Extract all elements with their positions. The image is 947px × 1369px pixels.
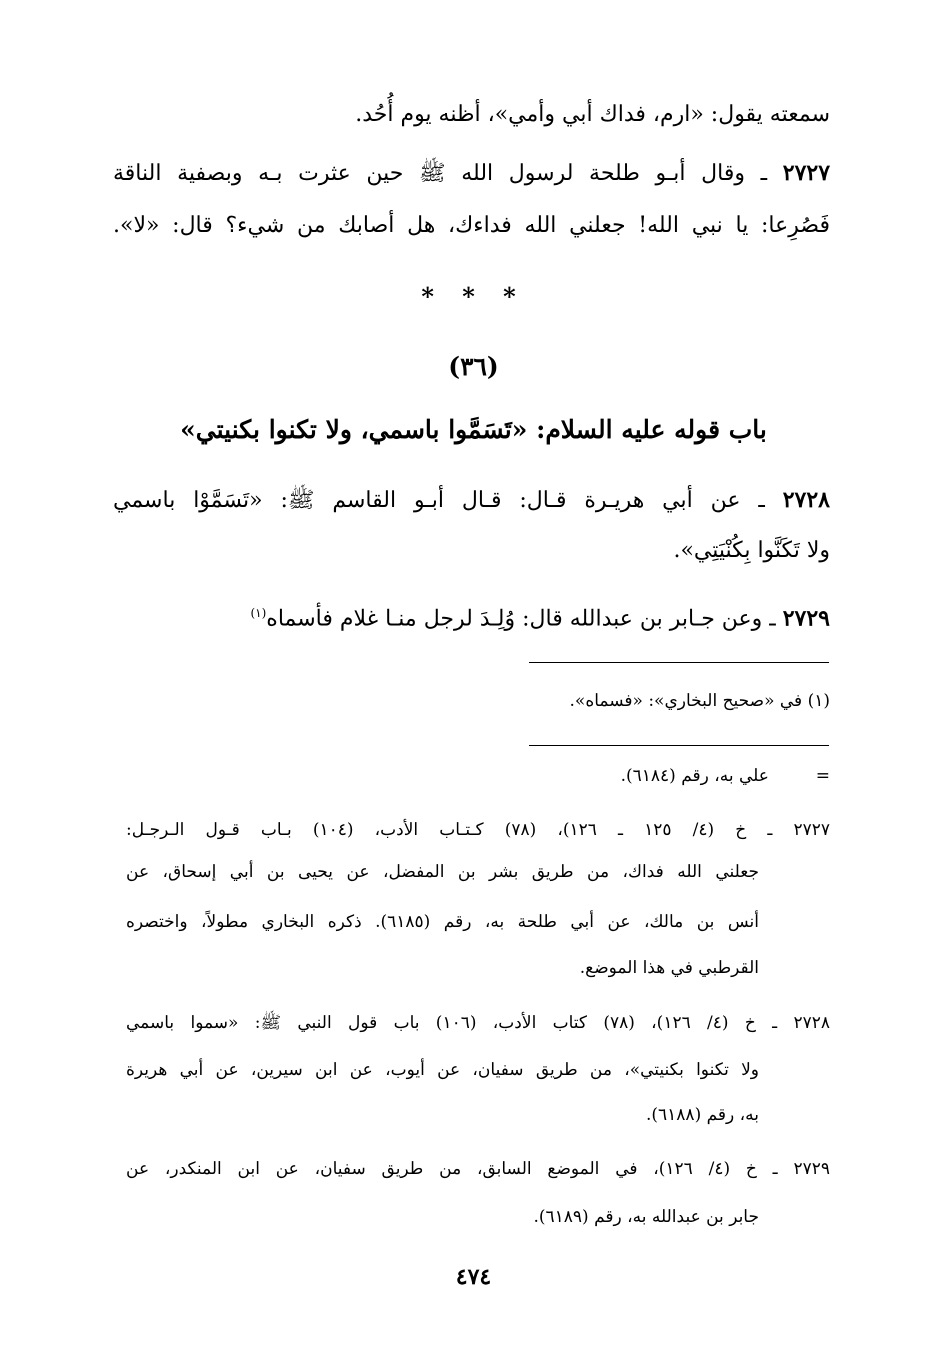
takhrij-divider bbox=[529, 745, 829, 746]
hadith-2728-line-1 bbox=[113, 485, 830, 516]
section-separator-stars: * * * bbox=[421, 282, 526, 311]
takhrij-2729-line-2: جابر بن عبدالله به، رقم (٦١٨٩). bbox=[533, 1207, 759, 1227]
hadith-number-2729: ٢٧٢٩ bbox=[782, 605, 830, 632]
hadith-2728-line-2: ولا تَكَنَّوا بِكُنْيَتِي». bbox=[673, 538, 830, 563]
takhrij-2727-line-4: القرطبي في هذا الموضع. bbox=[579, 958, 759, 978]
page-number: ٤٧٤ bbox=[455, 1264, 492, 1290]
hadith-number-2727: ٢٧٢٧ bbox=[782, 160, 831, 186]
footnote-reference: (١) bbox=[250, 606, 267, 620]
continuation-text: علي به، رقم (٦١٨٤). bbox=[620, 766, 769, 786]
hadith-2729-text-1: ـ وعن جـابر بن عبدالله قال: وُلِـدَ لرجل منـا غلام فأسماه bbox=[266, 606, 776, 632]
hadith-2727-text-1: ـ وقال أبـو طلحة لرسول الله ﷺ حين عثرت بـه وبصفية الناقة bbox=[113, 161, 768, 186]
takhrij-2727-line-2: جعلني الله فداك، من طريق بشر بن المفضل، عن يحيى بن أبي إسحاق، عن bbox=[126, 862, 759, 882]
hadith-2729-line-1 bbox=[250, 598, 830, 634]
continuation-marker: = bbox=[815, 766, 830, 786]
takhrij-continuation bbox=[621, 763, 830, 789]
takhrij-2728-line-3: به، رقم (٦١٨٨). bbox=[645, 1105, 759, 1125]
takhrij-2729-line-1: ٢٧٢٩ ـ خ (٤/ ١٢٦)، في الموضع السابق، من طريق سفيان، عن ابن المنكدر، عن bbox=[126, 1159, 830, 1179]
hadith-2727-line-1 bbox=[113, 158, 830, 189]
hadith-2728-text-1: ـ عن أبي هريـرة قـال: قـال أبـو القاسم ﷺ: «تَسَمَّوْا باسمي bbox=[113, 488, 765, 513]
footnote-divider bbox=[529, 662, 829, 663]
takhrij-2728-line-2: ولا تكنوا بكنيتي»، من طريق سفيان، عن أيوب، عن ابن سيرين، عن أبي هريرة bbox=[126, 1060, 759, 1080]
footnote-1: (١) في «صحيح البخاري»: «فسماه». bbox=[569, 691, 830, 711]
text-line-2726-end: سمعته يقول: «ارم، فداك أبي وأمي»، أظنه يوم أُحُد. bbox=[355, 102, 830, 127]
hadith-2727-line-2: فَصُرِعا: يا نبي الله! جعلني الله فداءك، هل أصابك من شيء؟ قال: «لا». bbox=[113, 213, 830, 238]
chapter-number: (٣٦) bbox=[448, 352, 499, 381]
takhrij-2728-line-1: ٢٧٢٨ ـ خ (٤/ ١٢٦)، (٧٨) كتاب الأدب، (١٠٦) باب قول النبي ﷺ: «سموا باسمي bbox=[126, 1013, 830, 1033]
takhrij-2727-line-3: أنس بن مالك، عن أبي طلحة به، رقم (٦١٨٥). ذكره البخاري مطولاً، واختصره bbox=[126, 912, 759, 932]
chapter-title: باب قوله عليه السلام: «تَسَمَّوا باسمي، ولا تكنوا بكنيتي» bbox=[180, 415, 767, 444]
hadith-number-2728: ٢٧٢٨ bbox=[782, 487, 830, 513]
takhrij-2727-line-1: ٢٧٢٧ ـ خ (٤/ ١٢٥ ـ ١٢٦)، (٧٨) كـتـاب الأدب، (١٠٤) بـاب قـول الـرجـل: bbox=[126, 820, 830, 840]
